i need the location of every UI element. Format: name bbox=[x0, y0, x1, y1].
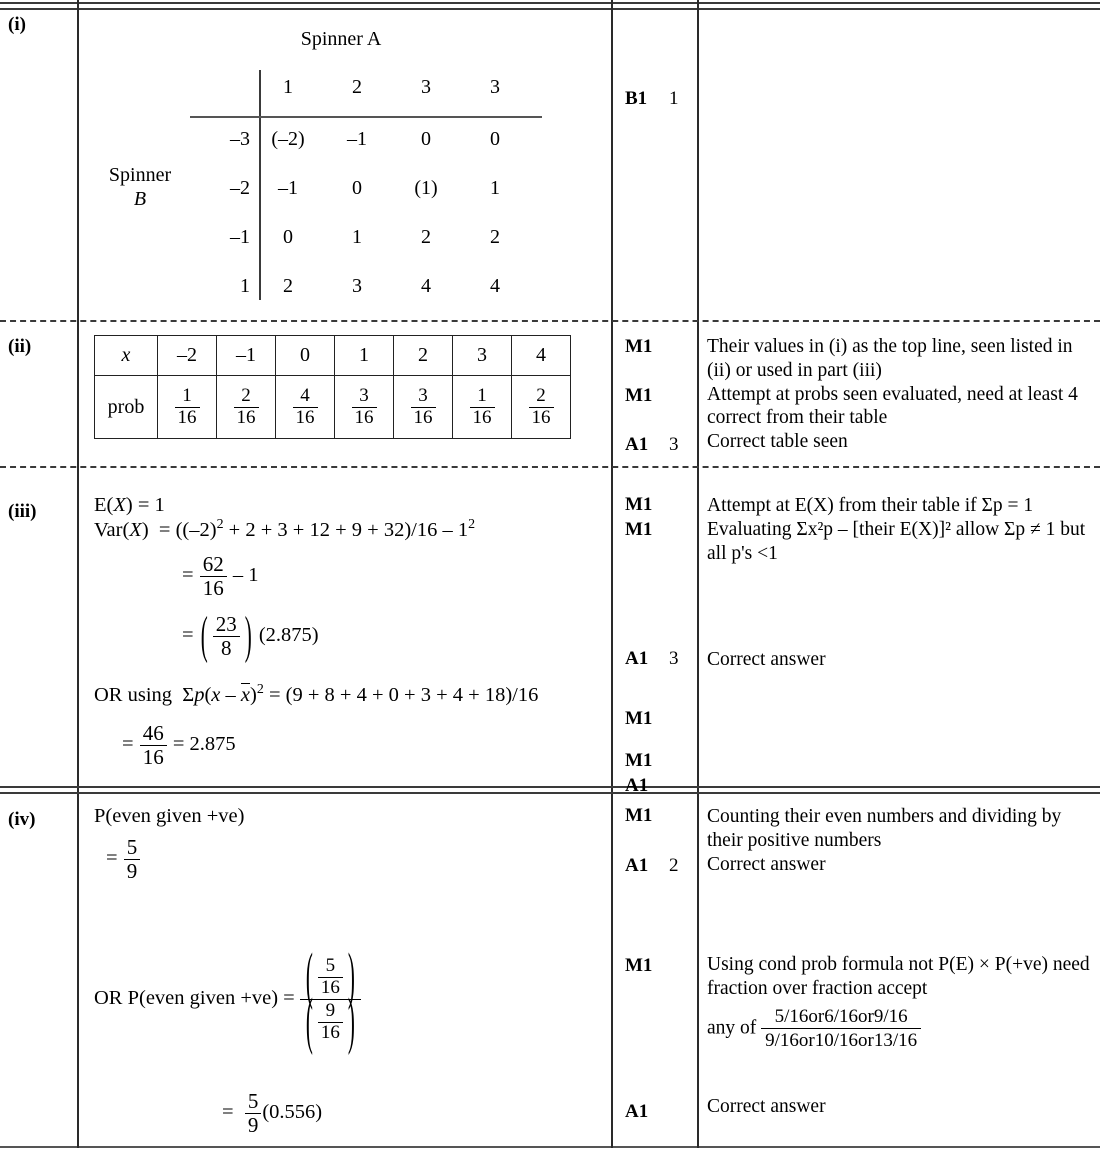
accepted-fraction bbox=[761, 1005, 921, 1054]
result-value: = 2.875 bbox=[172, 732, 236, 755]
part-label-ii: (ii) bbox=[8, 336, 32, 357]
comments-group-ii bbox=[707, 335, 1092, 454]
comments-group-iii bbox=[707, 494, 1092, 565]
spinner-cell-2-2: 2 bbox=[421, 226, 431, 248]
column-divider-marks bbox=[611, 0, 613, 1148]
spinner-cell-1-3: 1 bbox=[490, 177, 500, 199]
spinner-cell-3-3: 4 bbox=[490, 275, 500, 297]
fraction: $\frac{1}{16}$ bbox=[470, 386, 495, 428]
spinner-cell-0-1: –1 bbox=[347, 128, 367, 150]
table-row-x bbox=[95, 336, 571, 376]
mark-code: M1 bbox=[625, 519, 653, 540]
mark-code: M1 bbox=[625, 955, 653, 976]
fraction: $\frac{1}{16}$ bbox=[175, 386, 200, 428]
mark-code: M1 bbox=[625, 708, 653, 729]
mark-row-iii-4 bbox=[625, 750, 669, 772]
equals-sign: = bbox=[182, 563, 194, 586]
mark-row-iv-1 bbox=[625, 855, 679, 877]
section-separator-i-ii bbox=[0, 320, 1100, 322]
mark-count: 3 bbox=[669, 434, 679, 455]
spinner-cell-0-2: 0 bbox=[421, 128, 431, 150]
comment-iv-0: Counting their even numbers and dividing by their positive numbers bbox=[707, 806, 1062, 851]
equals-sign: = bbox=[222, 1100, 234, 1123]
prob-value-1 bbox=[217, 376, 276, 439]
prob-value-4 bbox=[394, 376, 453, 439]
spinner-cell-1-0: –1 bbox=[278, 177, 298, 199]
spinner-a-title: Spinner A bbox=[300, 28, 382, 50]
probability-distribution-table bbox=[94, 335, 571, 439]
spinner-cell-3-2: 4 bbox=[421, 275, 431, 297]
spinner-row-header-3: 1 bbox=[240, 275, 250, 297]
prob-value-6 bbox=[512, 376, 571, 439]
fraction-62-16: $\frac{62}{16}$ bbox=[200, 553, 227, 599]
x-value-5: 3 bbox=[453, 336, 512, 376]
column-divider-part bbox=[77, 0, 79, 1148]
spinner-col-header-1: 2 bbox=[352, 76, 362, 98]
equals-sign: = bbox=[122, 732, 134, 755]
mark-code: M1 bbox=[625, 750, 653, 771]
fraction: $\frac{3}{16}$ bbox=[352, 386, 377, 428]
spinner-cell-0-0: (–2) bbox=[271, 128, 305, 150]
mark-row-iii-5 bbox=[625, 775, 669, 797]
mark-row-ii-2 bbox=[625, 434, 679, 456]
mark-code: M1 bbox=[625, 494, 653, 515]
part-label-iii: (iii) bbox=[8, 501, 37, 522]
spinner-row-header-2: –1 bbox=[230, 226, 250, 248]
variance-step-4 bbox=[122, 722, 236, 768]
spinner-cell-1-1: 0 bbox=[352, 177, 362, 199]
spinner-col-header-0: 1 bbox=[283, 76, 293, 98]
x-value-2: 0 bbox=[276, 336, 335, 376]
alternative-conditional-prob bbox=[94, 955, 361, 1044]
final-answer-line bbox=[222, 1090, 322, 1136]
mark-count: 2 bbox=[669, 855, 679, 876]
decimal-value: (0.556) bbox=[262, 1100, 323, 1123]
mark-code: A1 bbox=[625, 434, 649, 455]
fraction-23-8: ( $\frac{23}{8}$ bbox=[213, 613, 240, 659]
comments-group-iv-a bbox=[707, 805, 1092, 876]
bracketed-fraction bbox=[199, 613, 254, 659]
mark-code: M1 bbox=[625, 805, 653, 826]
spinner-col-header-3: 3 bbox=[490, 76, 500, 98]
mark-code: A1 bbox=[625, 648, 649, 669]
comment-iii-0: Attempt at E(X) from their table if Σp = 1 bbox=[707, 495, 1034, 516]
comments-group-iv-c bbox=[707, 1095, 1092, 1119]
part-label-i: (i) bbox=[8, 14, 26, 35]
fraction-over-fraction bbox=[300, 955, 361, 1044]
section-separator-iii-iv-outer bbox=[0, 786, 1100, 788]
equals-sign: = bbox=[182, 623, 194, 646]
any-of-label: any of bbox=[707, 1017, 757, 1039]
conditional-prob-text: P(even given +ve) bbox=[94, 805, 245, 827]
prob-value-0 bbox=[158, 376, 217, 439]
equals-sign: = bbox=[106, 846, 118, 869]
prob-value-2 bbox=[276, 376, 335, 439]
section-separator-ii-iii bbox=[0, 466, 1100, 468]
spinner-cell-2-3: 2 bbox=[490, 226, 500, 248]
variance-step-3 bbox=[182, 613, 319, 659]
top-border-inner bbox=[0, 8, 1100, 10]
fraction-5-16: ( $\frac{5}{16}$ bbox=[318, 956, 343, 998]
spinner-cell-1-2: (1) bbox=[414, 177, 438, 199]
row-label-x: x bbox=[95, 336, 158, 376]
mark-row-ii-1 bbox=[625, 385, 669, 407]
mark-code: B1 bbox=[625, 88, 648, 109]
denominator-group bbox=[300, 999, 361, 1044]
mark-count: 1 bbox=[669, 88, 679, 109]
comments-group-iii-correct bbox=[707, 648, 1092, 672]
accepted-numerators: 5/16or6/16or9/16 bbox=[774, 1005, 908, 1027]
spinner-cell-3-0: 2 bbox=[283, 275, 293, 297]
bracketed-fraction-bottom bbox=[304, 1001, 357, 1043]
accepted-denominators: 9/16or10/16or13/16 bbox=[761, 1028, 921, 1053]
mark-row-i-0 bbox=[625, 88, 679, 110]
section-separator-iii-iv-inner bbox=[0, 792, 1100, 794]
fraction: $\frac{3}{16}$ bbox=[411, 386, 436, 428]
comment-ii-0: Their values in (i) as the top line, seen listed in (ii) or used in part (iii) bbox=[707, 336, 1073, 381]
comment-iv-2: Using cond prob formula not P(E) × P(+ve) need fraction over fraction accept bbox=[707, 954, 1090, 999]
spinner-cell-2-1: 1 bbox=[352, 226, 362, 248]
comment-iv-3: Correct answer bbox=[707, 1096, 826, 1117]
spinner-cell-2-0: 0 bbox=[283, 226, 293, 248]
mark-code: M1 bbox=[625, 385, 653, 406]
prob-value-5 bbox=[453, 376, 512, 439]
x-value-6: 4 bbox=[512, 336, 571, 376]
mark-row-iii-0 bbox=[625, 494, 669, 516]
alternative-method-line: OR using Σp(x – x)$^2$ = (9 + 8 + 4 + 0 + 3 + 4 + 18)/16 bbox=[94, 682, 539, 706]
spinner-cell-0-3: 0 bbox=[490, 128, 500, 150]
expectation-line: E(X) = 1 bbox=[94, 494, 165, 516]
mark-row-iii-1 bbox=[625, 519, 669, 541]
marks-group-i bbox=[611, 88, 697, 128]
table-row-prob bbox=[95, 376, 571, 439]
comment-iii-2: Correct answer bbox=[707, 649, 826, 670]
comment-iii-1: Evaluating Σx²p – [their E(X)]² allow Σp ≠ 1 but all p's <1 bbox=[707, 518, 1086, 564]
or-label: OR P(even given +ve) = bbox=[94, 987, 295, 1010]
spinner-col-header-2: 3 bbox=[421, 76, 431, 98]
fraction-46-16: $\frac{46}{16}$ bbox=[140, 722, 167, 768]
conditional-prob-line bbox=[94, 805, 244, 828]
x-value-3: 1 bbox=[335, 336, 394, 376]
mark-code: A1 bbox=[625, 775, 649, 796]
comment-iv-1: Correct answer bbox=[707, 853, 826, 875]
spinner-cell-3-1: 3 bbox=[352, 275, 362, 297]
fraction-5-9-final: $\frac{5}{9}$ bbox=[245, 1090, 262, 1136]
x-value-0: –2 bbox=[158, 336, 217, 376]
row-label-prob: prob bbox=[95, 376, 158, 439]
variance-step-2 bbox=[182, 553, 258, 599]
fraction-5-9: $\frac{5}{9}$ bbox=[124, 836, 141, 882]
mark-row-iv-0 bbox=[625, 805, 669, 827]
comments-group-iv-b bbox=[707, 953, 1092, 1053]
variance-line: $Var(X) = ((-2)^2 + 2 + 3 + 12 + 9 + 32)/16 - 1^2$ bbox=[94, 517, 476, 541]
conditional-prob-result bbox=[106, 836, 141, 882]
mark-row-ii-0 bbox=[625, 336, 669, 358]
spinner-grid-horizontal-axis bbox=[190, 116, 542, 118]
x-value-4: 2 bbox=[394, 336, 453, 376]
fraction: $\frac{4}{16}$ bbox=[293, 386, 318, 428]
mark-row-iv-2 bbox=[625, 955, 669, 977]
mark-row-iv-3 bbox=[625, 1101, 669, 1123]
column-divider-comments bbox=[697, 0, 699, 1148]
comment-iv-anyof-line bbox=[707, 1005, 1092, 1054]
x-value-1: –1 bbox=[217, 336, 276, 376]
mark-code: A1 bbox=[625, 855, 649, 876]
spinner-row-header-0: –3 bbox=[230, 128, 250, 150]
mark-row-iii-3 bbox=[625, 708, 669, 730]
bottom-border bbox=[0, 1146, 1100, 1148]
fraction: $\frac{2}{16}$ bbox=[529, 386, 554, 428]
fraction: $\frac{2}{16}$ bbox=[234, 386, 259, 428]
part-label-iv: (iv) bbox=[8, 809, 36, 830]
comment-ii-2: Correct table seen bbox=[707, 431, 848, 453]
decimal-value: (2.875) bbox=[258, 623, 319, 646]
mark-count: 3 bbox=[669, 648, 679, 669]
mark-code: A1 bbox=[625, 1101, 649, 1122]
mark-row-iii-2 bbox=[625, 648, 679, 670]
top-border-outer bbox=[0, 2, 1100, 4]
fraction-9-16: ( $\frac{9}{16}$ bbox=[318, 1001, 343, 1043]
spinner-b-title: Spinner B bbox=[108, 164, 172, 211]
mark-code: M1 bbox=[625, 336, 653, 357]
minus-one: – 1 bbox=[232, 563, 259, 586]
spinner-row-header-1: –2 bbox=[230, 177, 250, 199]
comment-ii-1: Attempt at probs seen evaluated, need at least 4 correct from their table bbox=[707, 383, 1078, 429]
prob-value-3 bbox=[335, 376, 394, 439]
